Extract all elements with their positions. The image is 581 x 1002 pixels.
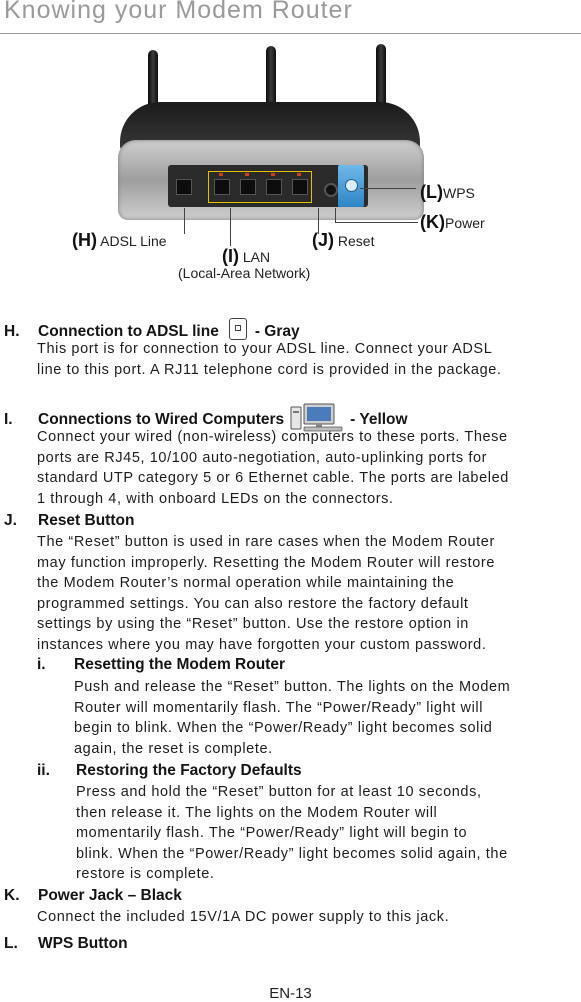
adsl-port-icon	[229, 318, 247, 340]
label-lan-letter: (I)	[222, 246, 239, 266]
section-i-letter: I.	[4, 411, 13, 428]
section-l-title: WPS Button	[38, 935, 128, 952]
label-adsl-text: ADSL Line	[100, 233, 167, 249]
section-k-letter: K.	[4, 887, 20, 904]
lan-led-4	[297, 173, 301, 176]
label-adsl-letter: (H)	[72, 230, 97, 250]
section-j-ii-title: Restoring the Factory Defaults	[76, 762, 302, 779]
label-wps-letter: (L)	[420, 182, 443, 202]
section-j-ii-body: Press and hold the “Reset” button for at least 10 seconds, then release it. The lights on the Modem Router will momentarily flash. The “Power/Ready” light will begin to blink. When the “Power/Ready” light becomes solid again, the restore is complete.	[76, 784, 508, 882]
section-k-title: Power Jack – Black	[38, 887, 182, 904]
section-j-letter: J.	[4, 512, 17, 529]
callout-line-adsl	[184, 208, 185, 234]
section-h-suffix: - Gray	[254, 323, 300, 340]
section-i-title: Connections to Wired Computers	[38, 411, 285, 428]
section-h-heading	[4, 318, 300, 341]
lan-led-1	[219, 173, 223, 176]
page-number: EN-13	[269, 985, 312, 1002]
label-lan	[222, 246, 270, 267]
callout-line-lan	[230, 208, 231, 246]
callout-line-power	[335, 208, 336, 222]
section-j-ii-letter: ii.	[37, 762, 50, 779]
section-j-i-letter: i.	[37, 656, 46, 673]
section-l-heading	[4, 935, 128, 953]
callout-line-power-h	[335, 222, 418, 223]
label-reset-letter: (J)	[312, 230, 334, 250]
section-l-letter: L.	[4, 935, 18, 952]
section-i-body: Connect your wired (non-wireless) computers to these ports. These ports are RJ45, 10/100 auto-negotiation, auto-uplinking ports for standard UTP category 5 or 6 Ethernet cable. The ports are labeled 1 through 4, with onboard LEDs on the connectors.	[37, 429, 509, 507]
section-k-heading	[4, 887, 182, 905]
label-power-letter: (K)	[420, 212, 445, 232]
wps-button-icon	[345, 179, 358, 192]
label-lan-text: LAN	[242, 249, 271, 265]
wps-panel	[338, 165, 364, 207]
title-divider	[0, 33, 581, 34]
label-adsl	[72, 230, 167, 251]
section-k-body: Connect the included 15V/1A DC power supply to this jack.	[37, 909, 450, 925]
section-j-ii-heading	[37, 762, 302, 780]
section-h-body: This port is for connection to your ADSL line. Connect your ADSL line to this port. A RJ11 telephone cord is provided in the package.	[37, 341, 502, 378]
lan-led-3	[271, 173, 275, 176]
label-reset	[312, 230, 374, 251]
section-j-heading	[4, 512, 134, 530]
lan-port-2	[240, 179, 256, 195]
section-i-suffix: - Yellow	[350, 411, 408, 428]
router-figure	[60, 40, 520, 290]
lan-led-2	[245, 173, 249, 176]
label-lan-sub: (Local-Area Network)	[178, 265, 311, 281]
lan-port-3	[266, 179, 282, 195]
callout-line-wps	[360, 188, 416, 189]
label-power	[420, 212, 485, 233]
section-j-body: The “Reset” button is used in rare cases when the Modem Router may function improperly. Resetting the Modem Router will restore the Modem Router’s normal operation while maintaining the programmed settings. You can also restore the factory default settings by using the “Reset” button. Use the restore option in instances where you may have forgotten your custom password.	[37, 534, 495, 653]
lan-port-4	[292, 179, 308, 195]
section-h-letter: H.	[4, 323, 20, 340]
section-j-i-heading	[37, 656, 285, 674]
section-j-title: Reset Button	[38, 512, 135, 529]
lan-port-1	[214, 179, 230, 195]
page-title: Knowing your Modem Router	[4, 0, 353, 24]
label-wps	[420, 182, 475, 203]
section-j-i-body: Push and release the “Reset” button. The lights on the Modem Router will momentarily flash. The “Power/Ready” light will begin to blink. When the “Power/Ready” light becomes solid again, the reset is complete.	[74, 679, 511, 757]
adsl-port	[176, 179, 192, 195]
power-jack	[324, 183, 338, 197]
label-reset-text: Reset	[337, 233, 375, 249]
section-j-i-title: Resetting the Modem Router	[74, 656, 285, 673]
label-power-text: Power	[445, 215, 485, 231]
section-h-title: Connection to ADSL line	[38, 323, 219, 340]
label-wps-text: WPS	[442, 185, 475, 201]
